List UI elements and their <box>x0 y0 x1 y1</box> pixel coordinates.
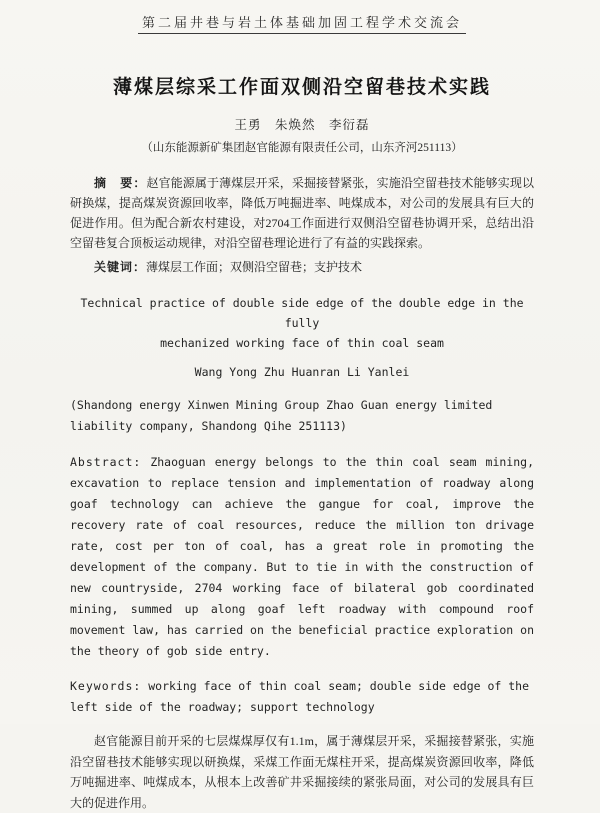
keywords-en-label: Keywords: <box>70 678 142 693</box>
paper-title-en-line2: mechanized working face of thin coal seam <box>160 335 444 350</box>
paper-title-en <box>70 293 534 353</box>
abstract-cn <box>70 173 534 254</box>
abstract-en-label: Abstract: <box>70 455 142 470</box>
keywords-en <box>70 676 534 718</box>
abstract-en-text: Zhaoguan energy belongs to the thin coal seam mining, excavation to replace tension and implementation of roadway along goaf technology can achieve the gangue for coal, improve the recovery rate of coal resources, reduce the million ton drivage rate, cost per ton of coal, has a great role in promoting the development of the company. But to tie in with the construction of new countryside, 2704 working face of bilateral gob coordinated mining, summed up along goaf left roadway with compound roof movement law, has carried on the beneficial practice exploration on the theory of gob side entry. <box>70 455 534 658</box>
keywords-cn-text: 薄煤层工作面；双侧沿空留巷；支护技术 <box>146 259 363 274</box>
keywords-en-text: working face of thin coal seam; double side edge of the left side of the roadway; support technology <box>70 678 530 714</box>
keywords-cn-label: 关键词： <box>94 259 147 274</box>
body-paragraph-cn: 赵官能源目前开采的七层煤煤厚仅有1.1m，属于薄煤层开采，采掘接替紧张，实施沿空留巷技术能够实现以研换煤，采煤工作面无煤柱开采，提高煤炭资源回收率，降低万吨掘进率、吨煤成本，从根本上改善矿井采掘接续的紧张局面，对公司的发展具有巨大的促进作用。 <box>70 734 534 810</box>
abstract-cn-label: 摘 要： <box>94 176 147 190</box>
abstract-cn-text: 赵官能源属于薄煤层开采，采掘接替紧张，实施沿空留巷技术能够实现以研换煤，提高煤炭资源回收率，降低万吨掘进率、吨煤成本，对公司的发展具有巨大的促进作用。但为配合新农村建设，对2704工作面进行双侧沿空留巷协调开采，总结出沿空留巷复合顶板运动规律，对沿空留巷理论进行了有益的实践探索。 <box>70 176 534 251</box>
conference-header-row <box>70 12 534 34</box>
keywords-cn <box>70 258 534 275</box>
conference-header: 第二届井巷与岩土体基础加固工程学术交流会 <box>138 12 466 34</box>
authors-cn: 王勇 朱焕然 李衍磊 <box>234 118 370 132</box>
paper-title-en-line1: Technical practice of double side edge of the double edge in the fully <box>80 295 524 330</box>
paper-title-cn: 薄煤层综采工作面双侧沿空留巷技术实践 <box>112 77 491 98</box>
affiliation-cn: （山东能源新矿集团赵官能源有限责任公司，山东齐河251113） <box>141 142 463 154</box>
authors-en: Wang Yong Zhu Huanran Li Yanlei <box>194 365 410 379</box>
affiliation-en: (Shandong energy Xinwen Mining Group Zhao Guan energy limited liability company, Shandong Qihe 251113) <box>70 398 493 433</box>
abstract-en <box>70 452 534 661</box>
